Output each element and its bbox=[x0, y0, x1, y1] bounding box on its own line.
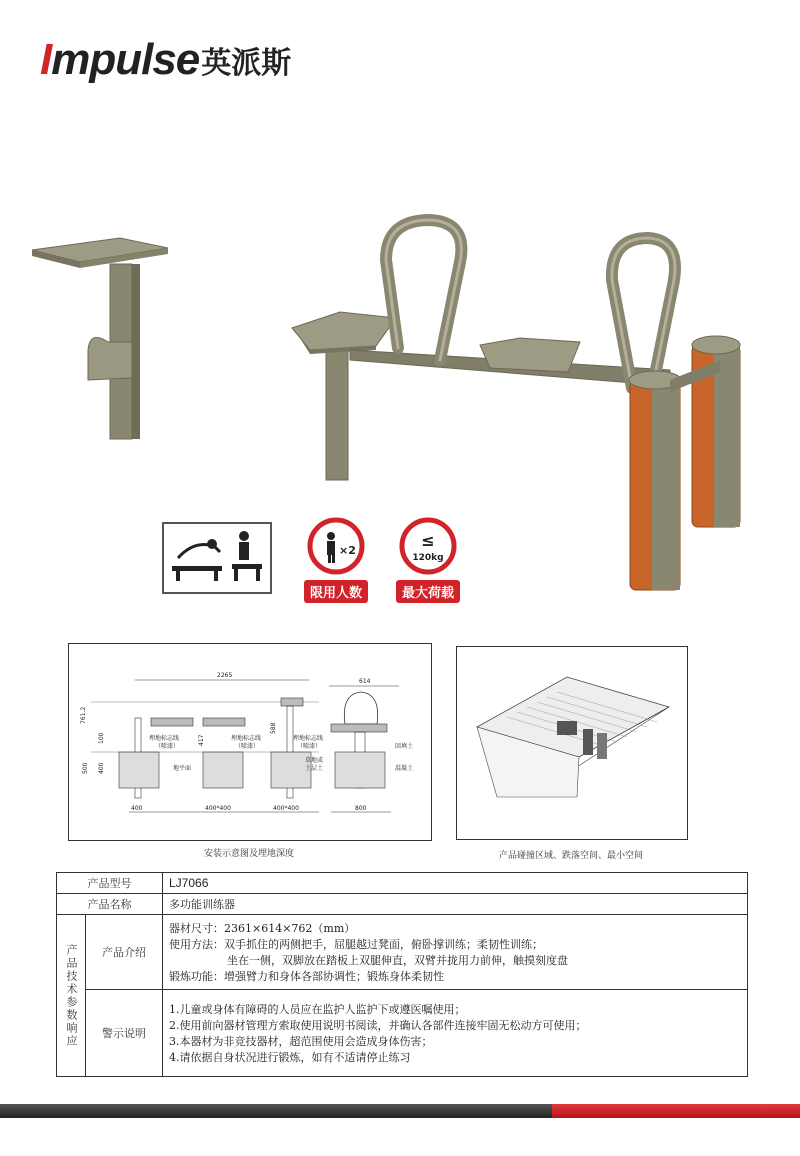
svg-text:回填土: 回填土 bbox=[395, 743, 414, 750]
installation-diagram bbox=[69, 644, 431, 840]
safety-zone-drawing bbox=[456, 646, 688, 840]
brand-logo bbox=[40, 35, 292, 84]
warning-label: 警示说明 bbox=[86, 990, 163, 1077]
svg-text:400*400: 400*400 bbox=[273, 805, 299, 812]
max-load-label: 最大荷载 bbox=[396, 580, 460, 603]
spec-table bbox=[56, 872, 748, 1077]
svg-text:400: 400 bbox=[131, 805, 143, 812]
svg-text:761.2: 761.2 bbox=[80, 706, 87, 724]
svg-text:地平面: 地平面 bbox=[173, 765, 192, 772]
brand-name-cn: 英派斯 bbox=[201, 46, 292, 81]
model-value: LJ7066 bbox=[163, 873, 748, 894]
brand-name-en: Impulse bbox=[40, 35, 200, 84]
safety-zone-caption: 产品碰撞区域、跌落空间、最小空间 bbox=[498, 851, 643, 861]
model-label: 产品型号 bbox=[57, 873, 163, 894]
svg-text:混凝土: 混凝土 bbox=[395, 765, 414, 772]
intro-row bbox=[57, 915, 748, 990]
weight-value: 120kg bbox=[412, 553, 444, 563]
svg-text:埋地标志线: 埋地标志线 bbox=[293, 735, 324, 742]
model-row bbox=[57, 873, 748, 894]
svg-text:2265: 2265 bbox=[217, 672, 233, 679]
weight-symbol: ≤ bbox=[421, 531, 435, 550]
svg-text:土层土: 土层土 bbox=[305, 765, 324, 772]
usage-pictogram bbox=[162, 522, 272, 594]
svg-text:400*400: 400*400 bbox=[205, 805, 231, 812]
safety-zone-diagram bbox=[457, 647, 687, 839]
installation-drawing bbox=[68, 643, 432, 841]
group-label: 产品技术参数响应 bbox=[57, 915, 86, 1077]
persons-limit-icon bbox=[306, 516, 366, 576]
persons-count: ×2 bbox=[339, 544, 356, 557]
footer-bar-red bbox=[552, 1104, 800, 1118]
name-value: 多功能训练器 bbox=[163, 894, 748, 915]
svg-text:500: 500 bbox=[82, 762, 89, 774]
svg-text:588: 588 bbox=[270, 722, 277, 734]
weight-limit-icon bbox=[398, 516, 458, 576]
name-label: 产品名称 bbox=[57, 894, 163, 915]
svg-text:（喷漆）: （喷漆） bbox=[235, 743, 260, 750]
footer-bar-gray bbox=[0, 1104, 552, 1118]
svg-text:埋地标志线: 埋地标志线 bbox=[149, 735, 180, 742]
svg-text:400: 400 bbox=[98, 762, 105, 774]
intro-text: 器材尺寸：2361×614×762（mm） 使用方法：双手抓住的两侧把手，屈腿越过凳面，俯卧撑训练；柔韧性训练； 坐在一侧，双脚放在踏板上双腿伸直，双臂并拢用力前伸，触摸刻度盘 锻炼功能：增强臂力和身体各部协调性；锻炼身体柔韧性 bbox=[163, 915, 748, 990]
installation-caption: 安装示意图及埋地深度 bbox=[203, 849, 294, 859]
svg-text:埋地标志线: 埋地标志线 bbox=[231, 735, 262, 742]
svg-text:800: 800 bbox=[355, 805, 367, 812]
warning-row bbox=[57, 990, 748, 1077]
svg-text:（喷漆）: （喷漆） bbox=[297, 743, 322, 750]
max-users-label: 限用人数 bbox=[304, 580, 368, 603]
svg-text:（喷漆）: （喷漆） bbox=[155, 743, 180, 750]
extra-seat-illustration bbox=[32, 238, 168, 439]
max-users-badge bbox=[304, 516, 368, 603]
name-row bbox=[57, 894, 748, 915]
intro-label: 产品介绍 bbox=[86, 915, 163, 990]
svg-text:100: 100 bbox=[98, 732, 105, 744]
exercise-pictogram-icon bbox=[164, 524, 270, 592]
max-load-badge bbox=[396, 516, 460, 603]
warning-text: 1.儿童或身体有障碍的人员应在监护人监护下或遵医嘱使用； 2.使用前向器材管理方索取使用说明书阅读，并确认各部件连接牢固无松动方可使用； 3.本器材为非竞技器材，超范围使用会造成身体伤害； 4.请依据自身状况进行锻炼，如有不适请停止练习 bbox=[163, 990, 748, 1077]
svg-text:417: 417 bbox=[198, 734, 205, 746]
svg-text:草地或: 草地或 bbox=[305, 757, 324, 764]
svg-text:614: 614 bbox=[359, 678, 371, 685]
